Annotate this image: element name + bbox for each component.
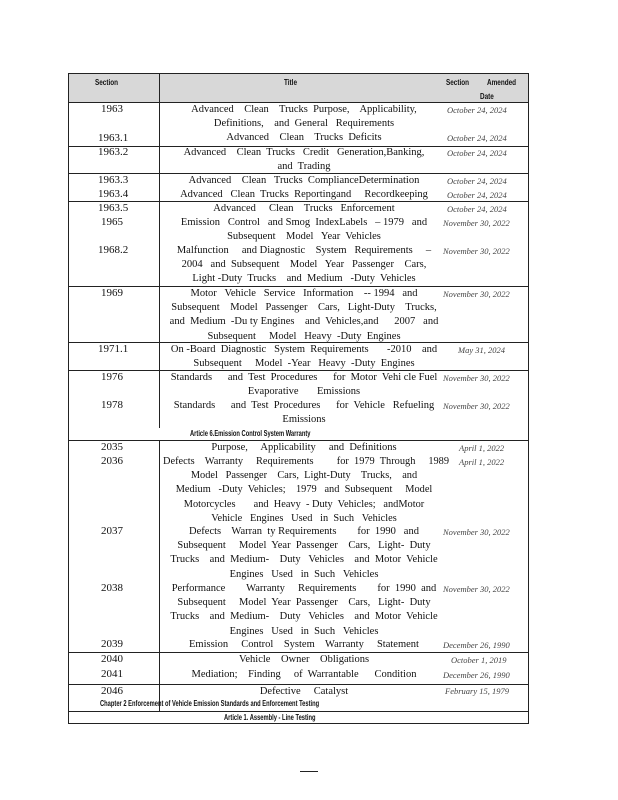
amended-date: October 1, 2019 bbox=[451, 655, 507, 665]
regulation-title: Emission Control System Warranty Statement bbox=[189, 639, 419, 650]
header-title: Title bbox=[284, 77, 297, 87]
regulation-title: Defects Warranty Requirements for 1979 Through 1989 Model Passenger Cars, Light-Duty Trucks, and Medium -Duty Vehicles; 1979 and Subsequent Model Motorcycles and Heavy - Duty Vehicles; andMotor Vehicle Engines Used in Such Vehicles bbox=[163, 456, 450, 524]
section-number: 2038 bbox=[101, 582, 123, 594]
regulations-table bbox=[68, 73, 529, 724]
section-number: 1963.2 bbox=[98, 146, 129, 158]
amended-date: December 26, 1990 bbox=[443, 670, 510, 680]
article-heading: Article 1. Assembly - Line Testing bbox=[224, 713, 316, 722]
amended-date: November 30, 2022 bbox=[443, 373, 510, 383]
column-divider bbox=[159, 74, 160, 428]
article-heading: Article 6.Emission Control System Warranty bbox=[190, 429, 311, 438]
regulation-title: Advanced Clean Trucks Deficits bbox=[226, 132, 382, 143]
amended-date: November 30, 2022 bbox=[443, 289, 510, 299]
table-header bbox=[69, 74, 528, 103]
amended-date: October 24, 2024 bbox=[447, 133, 507, 143]
regulation-title: Defects Warran ty Requirements for 1990 and Subsequent Model Year Passenger Cars, Light- Duty Trucks and Medium- Duty Vehicles and Motor Vehicle Engines Used in Such Vehicles bbox=[170, 526, 438, 580]
section-number: 1963.4 bbox=[98, 188, 129, 200]
regulation-title: Standards and Test Procedures for Motor Vehi cle Fuel Evaporative Emissions bbox=[170, 372, 438, 398]
regulation-title: Emission Control and Smog IndexLabels – 1979 and Subsequent Model Year Vehicles bbox=[180, 217, 428, 243]
regulation-title: Standards and Test Procedures for Vehicle Refueling Emissions bbox=[173, 400, 435, 426]
amended-date: November 30, 2022 bbox=[443, 584, 510, 594]
amended-date: December 26, 1990 bbox=[443, 640, 510, 650]
chapter-heading: Chapter 2 Enforcement of Vehicle Emission Standards and Enforcement Testing bbox=[100, 699, 320, 708]
amended-date: October 24, 2024 bbox=[447, 105, 507, 115]
section-number: 2041 bbox=[101, 668, 123, 680]
amended-date: May 31, 2024 bbox=[458, 345, 505, 355]
section-number: 1978 bbox=[101, 399, 123, 411]
section-number: 2036 bbox=[101, 455, 123, 467]
section-number: 2040 bbox=[101, 653, 123, 665]
amended-date: February 15, 1979 bbox=[445, 686, 509, 696]
amended-date: October 24, 2024 bbox=[447, 176, 507, 186]
header-date: Date bbox=[480, 91, 494, 101]
section-number: 1965 bbox=[101, 216, 123, 228]
section-number: 1963.1 bbox=[98, 132, 129, 144]
amended-date: November 30, 2022 bbox=[443, 218, 510, 228]
row-rule bbox=[69, 711, 528, 712]
amended-date: October 24, 2024 bbox=[447, 148, 507, 158]
amended-date: November 30, 2022 bbox=[443, 527, 510, 537]
regulation-title: On -Board Diagnostic System Requirements -2010 and Subsequent Model -Year Heavy -Duty Engines bbox=[170, 344, 438, 370]
regulation-title: Advanced Clean Trucks Reportingand Recordkeeping bbox=[180, 189, 428, 200]
section-number: 1969 bbox=[101, 287, 123, 299]
regulation-title: Advanced Clean Trucks Credit Generation,Banking, and Trading bbox=[183, 147, 425, 173]
regulation-title: Malfunction and Diagnostic System Requirements – 2004 and Subsequent Model Year Passenger Cars, Light -Duty Trucks and Medium -Duty Vehicles bbox=[176, 245, 432, 285]
regulation-title: Performance Warranty Requirements for 1990 and Subsequent Model Year Passenger Cars, Light- Duty Trucks and Medium- Duty Vehicles and Motor Vehicle Engines Used in Such Vehicles bbox=[170, 583, 438, 637]
header-section: Section bbox=[95, 77, 119, 87]
section-number: 2037 bbox=[101, 525, 123, 537]
regulation-title: Mediation; Finding of Warrantable Condition bbox=[191, 669, 417, 680]
amended-date: November 30, 2022 bbox=[443, 246, 510, 256]
header-amended: Amended bbox=[487, 77, 517, 87]
section-number: 1963.5 bbox=[98, 202, 129, 214]
regulation-title: Advanced Clean Trucks Enforcement bbox=[213, 203, 395, 214]
regulation-title: Purpose, Applicability and Definitions bbox=[211, 442, 397, 453]
section-number: 1968.2 bbox=[98, 244, 129, 256]
amended-date: November 30, 2022 bbox=[443, 401, 510, 411]
section-number: 1971.1 bbox=[98, 343, 129, 355]
regulation-title: Advanced Clean Trucks ComplianceDetermination bbox=[188, 175, 420, 186]
regulation-title: Advanced Clean Trucks Purpose, Applicability, Definitions, and General Requirements bbox=[191, 104, 417, 130]
amended-date: October 24, 2024 bbox=[447, 204, 507, 214]
regulation-title: Vehicle Owner Obligations bbox=[238, 654, 370, 665]
section-number: 1963 bbox=[101, 103, 123, 115]
section-number: 1976 bbox=[101, 371, 123, 383]
page-number-rule bbox=[300, 771, 318, 772]
amended-date: October 24, 2024 bbox=[447, 190, 507, 200]
column-divider-2 bbox=[159, 440, 160, 712]
amended-date: April 1, 2022 bbox=[459, 457, 505, 467]
regulation-title: Motor Vehicle Service Information -- 1994 and Subsequent Model Passenger Cars, Light-Duty Trucks, and Medium -Du ty Engines and Vehicles,and 2007 and Subsequent Model Heavy -Duty Engines bbox=[169, 288, 439, 342]
amended-date: April 1, 2022 bbox=[459, 443, 505, 453]
regulation-title: Defective Catalyst bbox=[259, 686, 349, 697]
section-number: 1963.3 bbox=[98, 174, 129, 186]
header-section-2: Section bbox=[446, 77, 470, 87]
section-number: 2035 bbox=[101, 441, 123, 453]
section-number: 2046 bbox=[101, 685, 123, 697]
section-number: 2039 bbox=[101, 638, 123, 650]
